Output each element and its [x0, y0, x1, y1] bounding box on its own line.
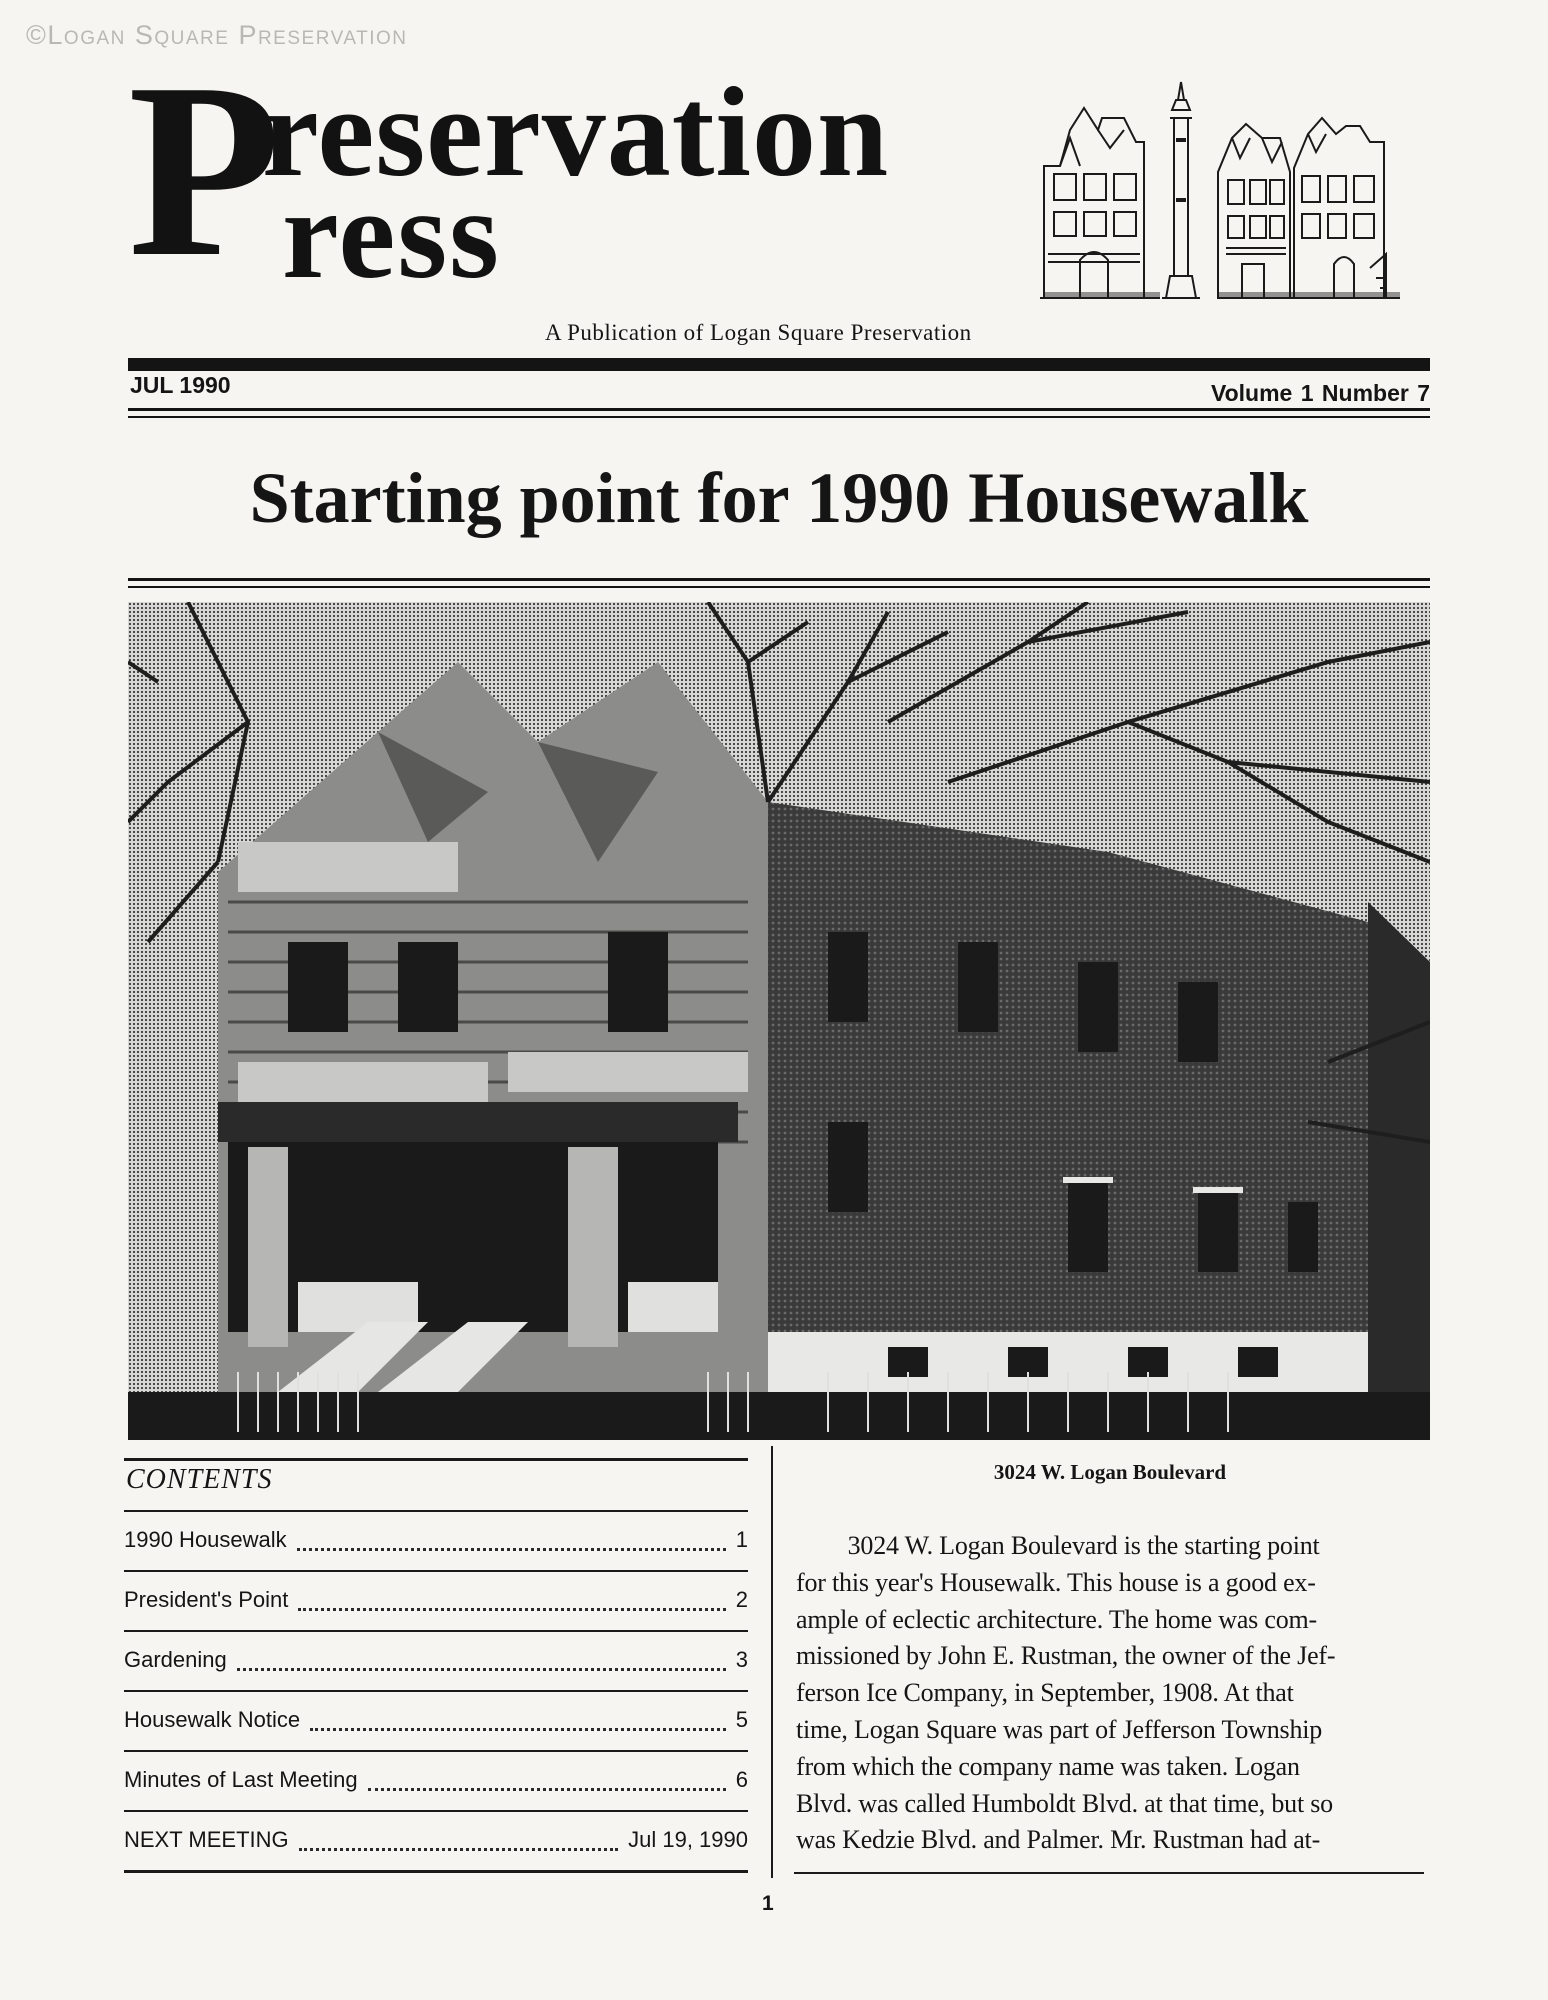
contents-title: CONTENTS: [126, 1464, 273, 1495]
contents-item[interactable]: [124, 1750, 748, 1810]
article-line: 3024 W. Logan Boulevard is the starting point: [796, 1531, 1320, 1560]
house-photo: [128, 602, 1430, 1440]
contents-rule: [124, 1458, 748, 1461]
headline-rule-bottom: [128, 586, 1430, 588]
contents-item-label: 1990 Housewalk: [124, 1527, 287, 1552]
next-meeting-label: NEXT MEETING: [124, 1827, 289, 1852]
contents-item-label: Housewalk Notice: [124, 1707, 301, 1732]
column-divider: [771, 1446, 773, 1878]
dateline-rule-bottom: [128, 416, 1430, 418]
leader-dots: [299, 1826, 619, 1851]
next-meeting: [124, 1810, 748, 1870]
article-line: ferson Ice Company, in September, 1908. At that: [796, 1678, 1294, 1708]
contents-item-label: Minutes of Last Meeting: [124, 1767, 358, 1792]
page-headline: Starting point for 1990 Housewalk: [249, 458, 1309, 538]
article-line: from which the company name was taken. Logan: [796, 1751, 1300, 1781]
contents-item-label: Gardening: [124, 1647, 227, 1672]
headline-rule-top: [128, 578, 1430, 581]
contents-item[interactable]: [124, 1510, 748, 1570]
contents-item-page: 6: [735, 1767, 748, 1792]
contents-item-label: President's Point: [124, 1587, 289, 1612]
next-meeting-date: Jul 19, 1990: [628, 1827, 748, 1852]
masthead-title-line2: ress: [282, 163, 501, 305]
contents-item[interactable]: [124, 1630, 748, 1690]
contents-item-page: 3: [735, 1647, 748, 1672]
article-line: missioned by John E. Rustman, the owner of the Jef-: [796, 1641, 1336, 1671]
contents-item-page: 5: [735, 1707, 748, 1732]
article-line: Blvd. was called Humboldt Blvd. at that time, but so: [796, 1788, 1333, 1818]
article-body: [796, 1528, 1428, 1859]
contents-item-page: 1: [735, 1527, 748, 1552]
contents-item[interactable]: [124, 1570, 748, 1630]
article-line: ample of eclectic architecture. The home was com-: [796, 1604, 1318, 1634]
contents-item[interactable]: [124, 1690, 748, 1750]
masthead-title-line1: reservation: [262, 61, 890, 203]
photo-caption: 3024 W. Logan Boulevard: [993, 1460, 1227, 1484]
contents-rule: [124, 1870, 748, 1873]
article-line: for this year's Housewalk. This house is a good ex-: [796, 1567, 1316, 1597]
leader-dots: [297, 1526, 726, 1551]
issue-volume: Volume 1 Number 7: [1210, 380, 1430, 406]
masthead-initial: P: [128, 32, 281, 309]
contents-item-page: 2: [735, 1587, 748, 1612]
article-line: was Kedzie Blvd. and Palmer. Mr. Rustman had at-: [796, 1825, 1321, 1855]
page-number: 1: [762, 1892, 774, 1915]
leader-dots: [237, 1646, 726, 1671]
dateline-rule-top: [128, 408, 1430, 411]
copyright-watermark: ©Logan Square Preservation: [26, 20, 408, 50]
leader-dots: [298, 1586, 725, 1611]
article-line: time, Logan Square was part of Jefferson Township: [796, 1714, 1323, 1744]
leader-dots: [368, 1766, 726, 1791]
article-rule: [794, 1872, 1424, 1874]
masthead-rule: [128, 358, 1430, 371]
leader-dots: [310, 1706, 726, 1731]
masthead-tagline: A Publication of Logan Square Preservation: [545, 320, 972, 345]
houses-illustration: [1040, 78, 1420, 306]
issue-date: JUL 1990: [130, 372, 231, 398]
